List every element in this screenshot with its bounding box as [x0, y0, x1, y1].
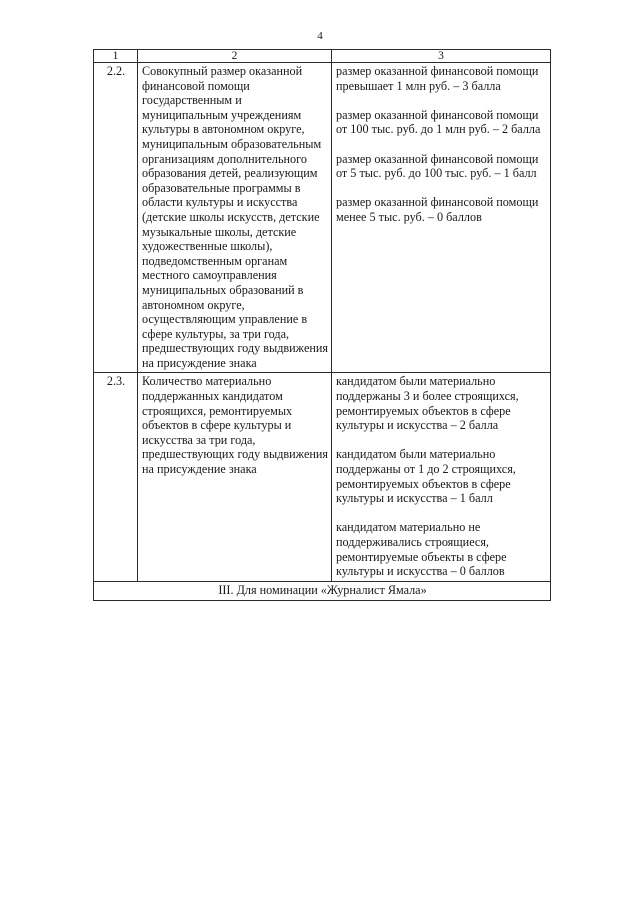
score-option: размер оказанной финансовой помощи превышает 1 млн руб. – 3 балла	[336, 64, 539, 93]
row-number: 2.2.	[94, 63, 138, 373]
page-number: 4	[317, 30, 323, 42]
scoring-cell	[332, 373, 551, 581]
score-option: размер оказанной финансовой помощи от 5 тыс. руб. до 100 тыс. руб. – 1 балл	[336, 151, 539, 181]
table-row	[94, 373, 551, 581]
section-title: III. Для номинации «Журналист Ямала»	[94, 581, 551, 600]
score-option: кандидатом материально не поддерживались строящиеся, ремонтируемые объекты в сфере культуры и искусства – 0 баллов	[336, 520, 507, 579]
column-header: 3	[332, 50, 551, 63]
score-option: размер оказанной финансовой помощи менее 5 тыс. руб. – 0 баллов	[336, 195, 539, 224]
row-number: 2.3.	[94, 373, 138, 581]
table-header-row	[94, 50, 551, 63]
column-header: 2	[138, 50, 332, 63]
section-title-row	[94, 581, 551, 600]
score-option: кандидатом были материально поддержаны 3 и более строящихся, ремонтируемых объектов в сфере культуры и искусства – 2 балла	[336, 374, 519, 433]
criterion-text: Количество материально поддержанных кандидатом строящихся, ремонтируемых объектов в сфере культуры и искусства за три года, предшествующих году выдвижения на присуждение знака	[138, 373, 332, 581]
score-option: размер оказанной финансовой помощи от 100 тыс. руб. до 1 млн руб. – 2 балла	[336, 107, 541, 137]
table-row	[94, 63, 551, 373]
criterion-text: Совокупный размер оказанной финансовой помощи государственным и муниципальным учреждениям культуры в автономном округе, муниципальным образовательным организациям дополнительного образования детей, реализующим образовательные программы в области культуры и искусства (детские школы искусств, детские музыкальные школы, детские художественные школы), подведомственным органам местного самоуправления муниципальных образований в автономном округе, осуществляющим управление в сфере культуры, за три года, предшествующих году выдвижения на присуждение знака	[138, 63, 332, 373]
column-header: 1	[94, 50, 138, 63]
scoring-cell	[332, 63, 551, 373]
criteria-table	[93, 49, 551, 601]
score-option: кандидатом были материально поддержаны от 1 до 2 строящихся, ремонтируемых объектов в сфере культуры и искусства – 1 балл	[336, 447, 516, 506]
